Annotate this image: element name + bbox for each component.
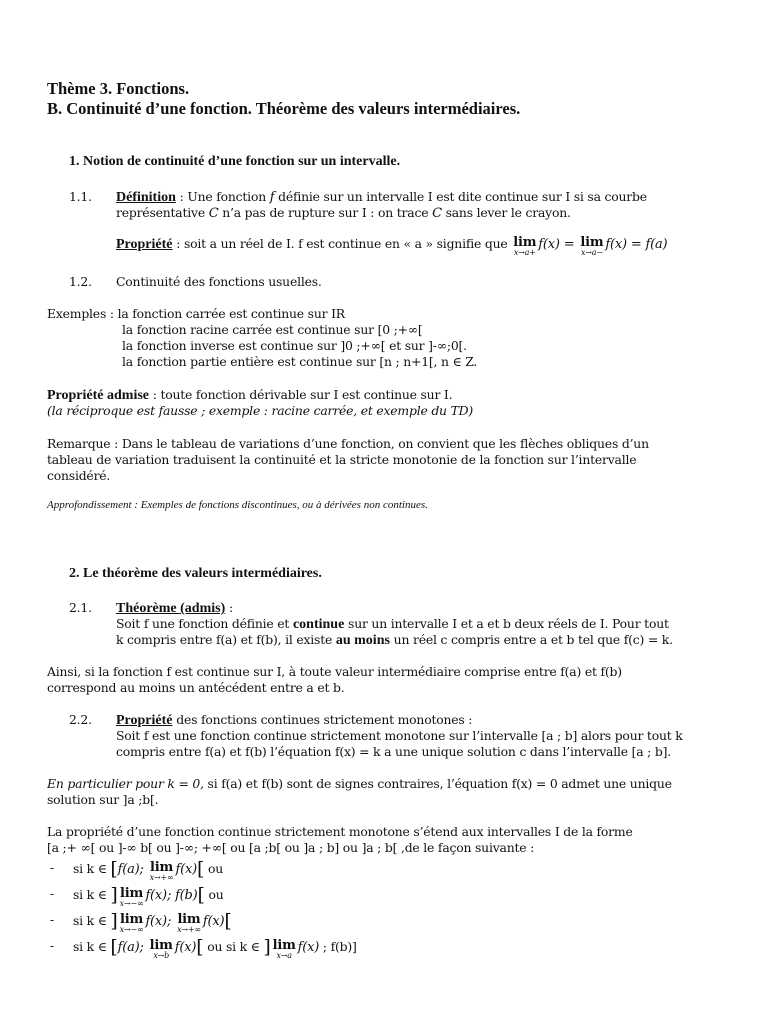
math-sep: ;	[139, 940, 148, 955]
math-fx: f(x)	[145, 914, 167, 929]
math-fa: f(a)	[117, 940, 140, 955]
math-fa: f(a)	[645, 237, 668, 252]
text: Soit f une fonction définie et	[116, 616, 293, 631]
lim-word: lim	[120, 886, 144, 901]
bracket: ]	[110, 910, 118, 932]
remark-line: tableau de variation traduisent la continuité et la stricte monotonie de la fonction sur l’intervalle	[47, 452, 637, 467]
example-item: la fonction partie entière est continue sur [n ; n+1[, n ∈ Z.	[122, 354, 478, 369]
theorem-line2	[116, 632, 673, 649]
example-item: la fonction carrée est continue sur IR	[117, 306, 345, 321]
property-continuity	[116, 236, 667, 257]
math-fb: f(b)	[175, 888, 198, 903]
text: : toute fonction dérivable sur I est continue sur I.	[149, 387, 453, 402]
lim-sub: x→b	[153, 951, 170, 960]
case-1	[73, 858, 223, 882]
text: si k ∈	[73, 887, 111, 902]
s22-line: compris entre f(a) et f(b) l’équation f(x) = k a une unique solution c dans l’intervalle [a ; b].	[116, 744, 671, 759]
math-f: f	[269, 190, 275, 205]
theorem-label-line	[116, 600, 233, 617]
lim-sub: x→+∞	[177, 925, 201, 934]
text: ;	[319, 939, 331, 954]
bracket: ]	[110, 884, 118, 906]
lim-right	[513, 236, 536, 257]
text: k compris entre f(a) et f(b), il existe	[116, 632, 336, 647]
math-fx: f(x)	[145, 888, 167, 903]
text: : Une fonction	[175, 189, 270, 204]
text: définie sur un intervalle I est dite continue sur I si sa courbe	[274, 189, 647, 204]
lim-word: lim	[513, 235, 537, 250]
math-fa: f(a)	[117, 862, 140, 877]
text: des fonctions continues strictement monotones :	[172, 712, 473, 727]
s21-number: 2.1.	[69, 600, 92, 615]
lim-sub: x→a−	[580, 248, 603, 257]
lim-sub: x→+∞	[149, 873, 174, 882]
lim	[177, 913, 201, 934]
math-c: C	[208, 206, 219, 221]
text: n’a pas de rupture sur I : on trace	[218, 205, 433, 220]
example-item: la fonction inverse est continue sur ]0 ;+∞[ et sur ]-∞;0[.	[122, 338, 467, 353]
text: :	[225, 600, 233, 615]
example-item: la fonction racine carrée est continue sur [0 ;+∞[	[122, 322, 423, 337]
bullet-dash: -	[50, 860, 54, 875]
bracket: [	[196, 936, 204, 958]
text: ou	[207, 861, 223, 876]
lim	[120, 913, 144, 934]
lim	[120, 887, 144, 908]
lim-word: lim	[272, 938, 296, 953]
text: sans lever le crayon.	[441, 205, 571, 220]
s11-number: 1.1.	[69, 189, 92, 204]
remark-line: considéré.	[47, 468, 111, 483]
approfondissement: Approfondissement : Exemples de fonctions discontinues, ou à dérivées non continues.	[47, 499, 428, 511]
section1-heading: 1. Notion de continuité d’une fonction sur un intervalle.	[69, 154, 401, 169]
property-label: Propriété	[116, 713, 173, 728]
s11-line2	[116, 205, 571, 221]
math-eq: =	[559, 237, 579, 252]
math-fx: f(x)	[174, 940, 197, 955]
bullet-dash: -	[50, 886, 54, 901]
property-admitted	[47, 387, 452, 404]
bracket: [	[110, 936, 118, 958]
bracket: [	[197, 884, 205, 906]
examples-label	[47, 306, 345, 321]
lim-word: lim	[149, 938, 173, 953]
particular-line	[47, 776, 672, 791]
lim	[150, 861, 174, 882]
property-note: (la réciproque est fausse ; exemple : racine carrée, et exemple du TD)	[47, 403, 474, 418]
lim-word: lim	[120, 912, 144, 927]
math-sep: ;	[166, 914, 176, 929]
text-bold: continue	[292, 617, 345, 632]
s12-text: Continuité des fonctions usuelles.	[116, 274, 322, 289]
math-c: C	[432, 206, 442, 221]
math-fx: f(x)	[538, 237, 560, 252]
ainsi-line: correspond au moins un antécédent entre a et b.	[47, 680, 345, 695]
bullet-dash: -	[50, 938, 54, 953]
lim-sub: x→a+	[513, 248, 536, 257]
math-sep: ;	[166, 888, 176, 903]
remark-line: Remarque : Dans le tableau de variations d’une fonction, on convient que les flèches obliques d’un	[47, 436, 649, 451]
text: Exemples :	[47, 306, 118, 321]
text: si k ∈	[73, 913, 111, 928]
bullet-dash: -	[50, 912, 54, 927]
property-label: Propriété	[116, 237, 173, 252]
lim-word: lim	[580, 235, 604, 250]
math-fx: f(x)	[175, 862, 197, 877]
text-bold: au moins	[335, 633, 390, 648]
property-admitted-label: Propriété admise	[47, 388, 149, 403]
bracket: [	[110, 858, 118, 880]
text: ou	[208, 887, 224, 902]
math-eq: =	[626, 237, 646, 252]
extension-line: [a ;+ ∞[ ou ]-∞ b[ ou ]-∞; +∞[ ou [a ;b[ ou ]a ; b] ou ]a ; b[ ,de le façon suivante :	[47, 840, 535, 855]
extension-line: La propriété d’une fonction continue strictement monotone s’étend aux intervalles I de la forme	[47, 824, 633, 839]
text: un réel c compris entre a et b tel que f(c) = k.	[389, 632, 673, 647]
bracket: ]	[263, 936, 271, 958]
lim	[273, 939, 296, 960]
math-sep: ;	[139, 862, 148, 877]
lim-sub: x→−∞	[119, 925, 144, 934]
text-italic: En particulier pour k = 0,	[47, 776, 204, 791]
text: ou	[207, 939, 223, 954]
text: si k ∈	[73, 861, 111, 876]
text: f(b)]	[330, 939, 357, 954]
theme-title: Thème 3. Fonctions.	[47, 79, 190, 98]
math-fx: f(x)	[297, 940, 320, 955]
lim-word: lim	[177, 912, 201, 927]
lim	[150, 939, 173, 960]
lim-sub: x→a	[276, 951, 292, 960]
case-2	[73, 884, 224, 908]
bracket: [	[196, 858, 205, 880]
theorem-label: Théorème (admis)	[116, 601, 226, 616]
s22-number: 2.2.	[69, 712, 92, 727]
s22-label-line	[116, 712, 472, 729]
text: si k ∈	[222, 939, 264, 954]
theorem-line1	[116, 616, 669, 633]
page-subtitle: B. Continuité d’une fonction. Théorème des valeurs intermédiaires.	[47, 99, 521, 118]
lim-left	[580, 236, 603, 257]
text: : soit a un réel de I. f est continue en « a » signifie que	[172, 236, 512, 251]
bracket: [	[224, 910, 232, 932]
section2-heading: 2. Le théorème des valeurs intermédiaires.	[69, 566, 322, 581]
s22-line: Soit f est une fonction continue strictement monotone sur l’intervalle [a ; b] alors pour tout k	[116, 728, 683, 743]
lim-sub: x→−∞	[119, 899, 144, 908]
lim-word: lim	[150, 860, 174, 875]
s11-line1	[116, 189, 647, 206]
definition-label: Définition	[116, 190, 176, 205]
math-fx: f(x)	[605, 237, 627, 252]
case-4	[73, 936, 357, 960]
text: si f(a) et f(b) sont de signes contraires, l’équation f(x) = 0 admet une unique	[203, 776, 672, 791]
math-fx: f(x)	[202, 914, 225, 929]
text: si k ∈	[73, 939, 111, 954]
ainsi-line: Ainsi, si la fonction f est continue sur I, à toute valeur intermédiaire comprise entre f(a) et f(b)	[47, 664, 622, 679]
text: représentative	[116, 205, 209, 220]
s12-number: 1.2.	[69, 274, 92, 289]
text: sur un intervalle I et a et b deux réels de I. Pour tout	[344, 616, 669, 631]
case-3	[73, 910, 232, 934]
particular-line2: solution sur ]a ;b[.	[47, 792, 159, 807]
